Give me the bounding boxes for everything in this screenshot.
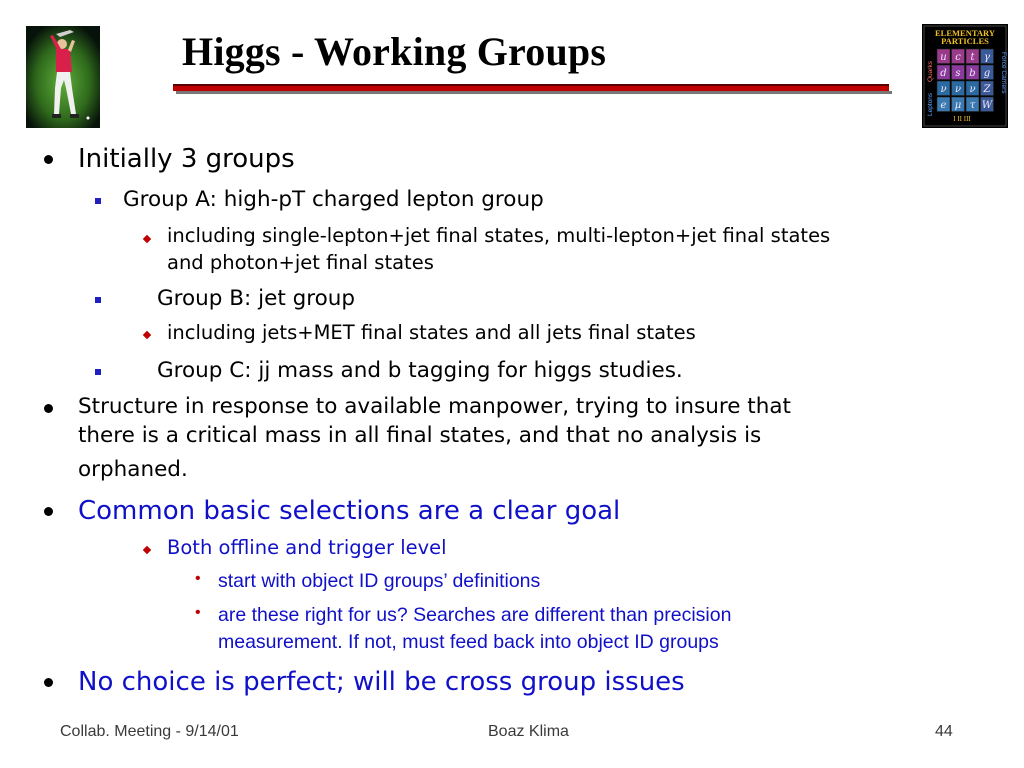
square-bullet-icon: [95, 369, 101, 375]
bullet-offline-trigger: Both offline and trigger level: [167, 536, 447, 559]
bullet-start-object-id: start with object ID groups’ definitions: [218, 570, 541, 592]
bullet-dot-icon: [44, 678, 53, 687]
footer-meeting: Collab. Meeting - 9/14/01: [60, 723, 239, 740]
bullet-structure-1: Structure in response to available manpower, trying to insure that: [78, 394, 791, 419]
bullet-group-a-detail-1: including single-lepton+jet final states, multi-lepton+jet final states: [167, 224, 831, 247]
particle-symbol: d: [940, 68, 947, 79]
slide-title: Higgs - Working Groups: [182, 29, 607, 74]
title-rule-shadow: [176, 91, 892, 94]
diamond-bullet-icon: [143, 235, 151, 243]
particle-symbol: ν: [940, 84, 947, 95]
particle-symbol: ν: [954, 84, 962, 95]
particle-symbol: ν: [969, 84, 976, 95]
particle-symbol: u: [940, 52, 947, 63]
bullet-group-b: Group B: jet group: [157, 286, 356, 311]
bullet-dot-icon: [44, 155, 53, 164]
bullet-dot-icon: [44, 404, 53, 413]
bullet-common-selections: Common basic selections are a clear goal: [78, 496, 621, 526]
bullet-structure-3: orphaned.: [78, 457, 188, 482]
chart-side-force: Force Carriers: [1000, 52, 1007, 94]
particle-symbol: c: [955, 52, 961, 63]
particle-symbol: γ: [984, 52, 990, 63]
footer-author: Boaz Klima: [488, 723, 569, 740]
square-bullet-icon: [95, 198, 101, 204]
chart-header-2: PARTICLES: [941, 36, 989, 46]
bullet-initially: Initially 3 groups: [78, 144, 295, 174]
particle-symbol: g: [983, 68, 991, 79]
elementary-particles-chart: [922, 24, 1008, 128]
diamond-bullet-icon: [143, 331, 151, 339]
particle-symbol: s: [955, 68, 961, 79]
bullet-no-choice: No choice is perfect; will be cross group issues: [78, 667, 685, 697]
small-dot-bullet-icon: •: [195, 604, 201, 621]
particle-symbol: t: [970, 52, 975, 63]
bullet-group-a-detail-2: and photon+jet final states: [167, 251, 434, 274]
particle-symbol: μ: [954, 100, 962, 111]
bullet-structure-2: there is a critical mass in all final states, and that no analysis is: [78, 423, 762, 448]
chart-side-quarks: Quarks: [927, 61, 934, 82]
chart-header-1: ELEMENTARY: [935, 28, 995, 38]
small-dot-bullet-icon: •: [195, 570, 201, 587]
bullet-group-c: Group C: jj mass and b tagging for higgs studies.: [157, 358, 683, 383]
diamond-bullet-icon: [143, 546, 151, 554]
particle-symbol: Z: [983, 84, 991, 95]
title-rule: [173, 84, 889, 91]
bullet-group-a: Group A: high-pT charged lepton group: [123, 187, 544, 212]
golfer-image: [26, 26, 100, 128]
bullet-right-for-us-1: are these right for us? Searches are different than precision: [218, 604, 732, 626]
square-bullet-icon: [95, 297, 101, 303]
bullet-right-for-us-2: measurement. If not, must feed back into object ID groups: [218, 631, 719, 653]
chart-generations: I II III: [953, 115, 971, 123]
particle-symbol: b: [969, 68, 976, 79]
particle-symbol: τ: [969, 100, 976, 111]
footer-page-number: 44: [935, 723, 953, 740]
particle-symbol: e: [940, 100, 947, 111]
chart-side-leptons: Leptons: [927, 92, 934, 116]
bullet-group-b-detail: including jets+MET final states and all jets final states: [167, 321, 696, 344]
particle-symbol: W: [981, 100, 993, 111]
bullet-dot-icon: [44, 507, 53, 516]
